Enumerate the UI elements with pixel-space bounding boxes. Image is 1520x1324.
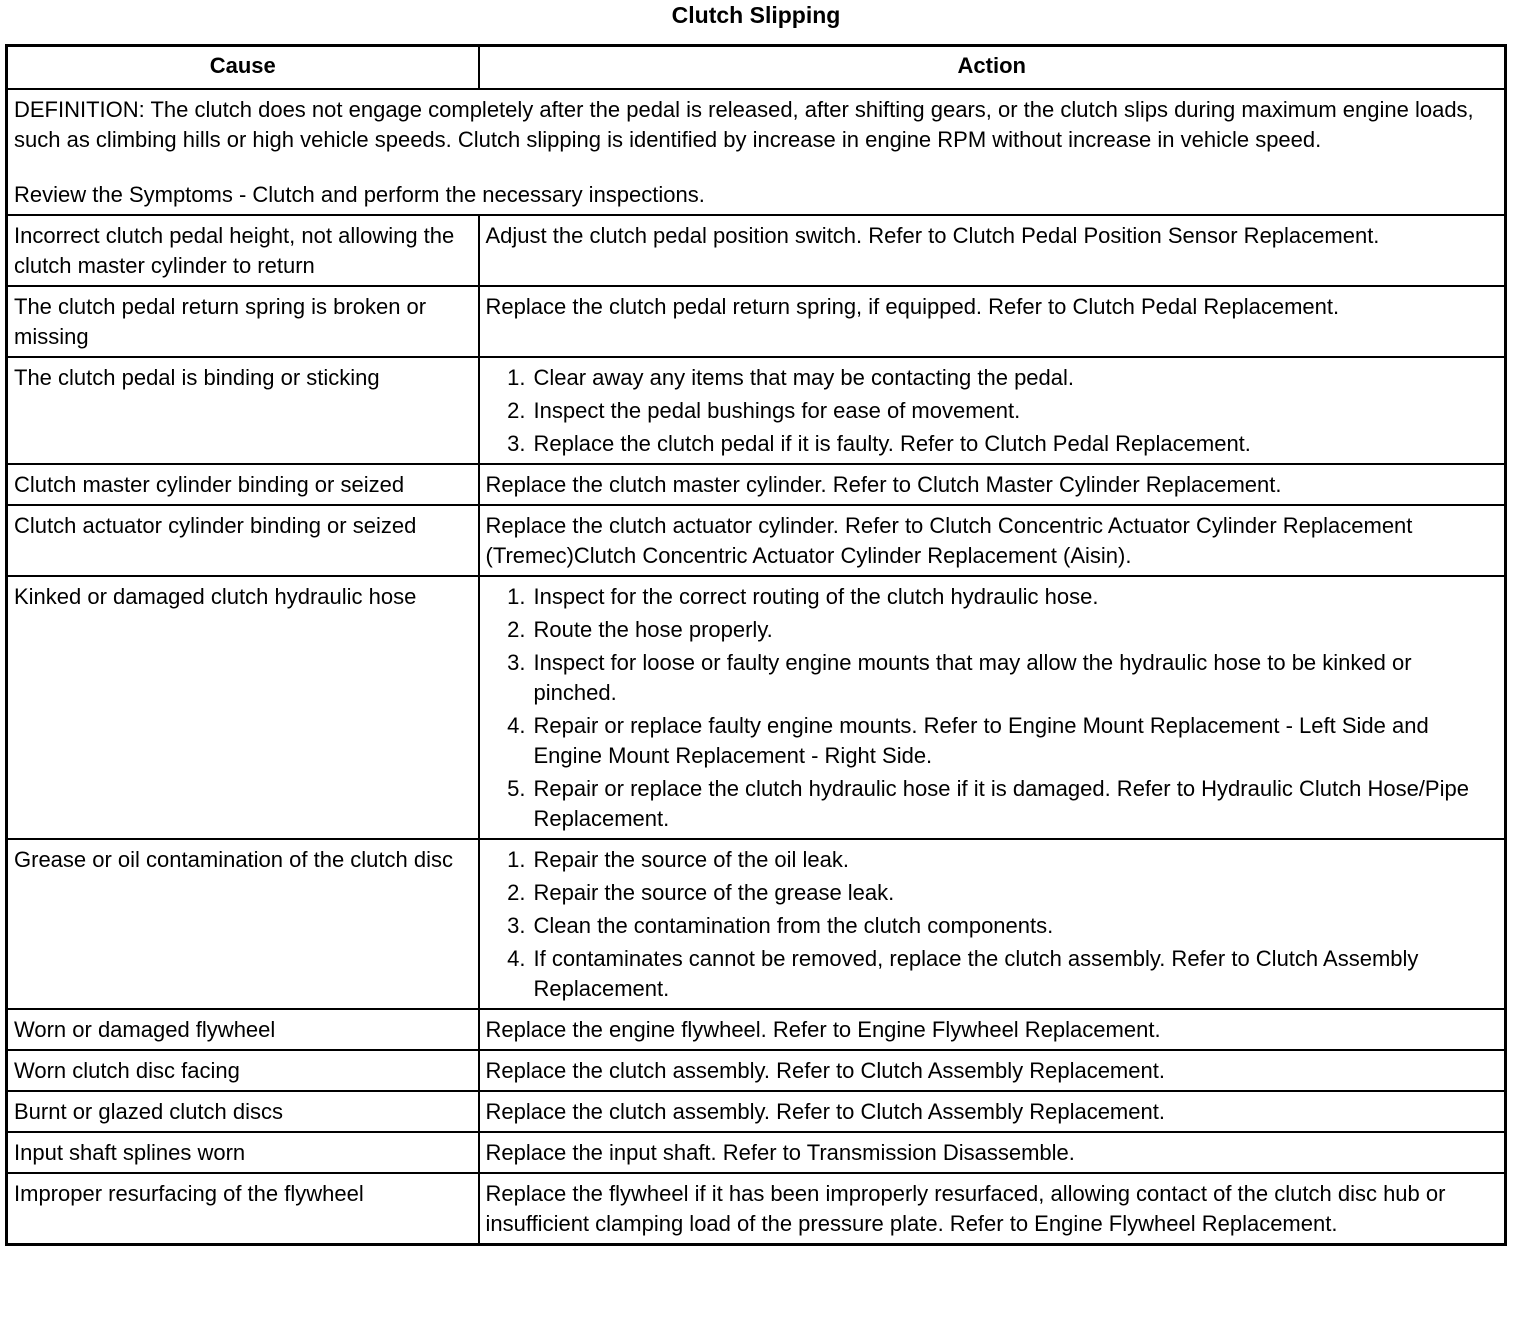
action-step	[486, 396, 1499, 426]
definition-cell	[7, 89, 1506, 215]
cause-cell: Grease or oil contamination of the clutch disc	[7, 839, 479, 1009]
header-action: Action	[479, 46, 1506, 90]
cause-cell: The clutch pedal is binding or sticking	[7, 357, 479, 464]
cause-cell: Improper resurfacing of the flywheel	[7, 1173, 479, 1245]
action-cell: Replace the flywheel if it has been improperly resurfaced, allowing contact of the clutch disc hub or insufficient clamping load of the pressure plate. Refer to Engine Flywheel Replacement.	[479, 1173, 1506, 1245]
header-cause: Cause	[7, 46, 479, 90]
definition-text: DEFINITION: The clutch does not engage completely after the pedal is released, after shifting gears, or the clutch slips during maximum engine loads, such as climbing hills or high vehicle speeds. Clutch slipping is identified by increase in engine RPM without increase in vehicle speed.	[14, 97, 1474, 152]
step-number: 2.	[507, 880, 526, 905]
step-text: Inspect for the correct routing of the clutch hydraulic hose.	[533, 584, 1099, 609]
table-row	[7, 1050, 1506, 1091]
cause-cell: Input shaft splines worn	[7, 1132, 479, 1173]
cause-cell: Clutch actuator cylinder binding or seized	[7, 505, 479, 576]
table-row	[7, 215, 1506, 286]
table-row	[7, 286, 1506, 357]
step-number: 1.	[507, 847, 526, 872]
step-text: Repair or replace the clutch hydraulic hose if it is damaged. Refer to Hydraulic Clutch Hose/Pipe Replacement.	[533, 776, 1469, 831]
step-text: If contaminates cannot be removed, replace the clutch assembly. Refer to Clutch Assembly Replacement.	[533, 946, 1419, 1001]
step-number: 2.	[507, 398, 526, 423]
action-step	[486, 648, 1499, 708]
step-number: 3.	[507, 913, 526, 938]
action-step	[486, 774, 1499, 834]
action-cell: Replace the clutch assembly. Refer to Clutch Assembly Replacement.	[479, 1050, 1506, 1091]
step-text: Repair the source of the oil leak.	[533, 847, 850, 872]
table-row	[7, 839, 1506, 1009]
action-cell	[479, 576, 1506, 839]
action-step	[486, 944, 1499, 1004]
cause-cell: Incorrect clutch pedal height, not allowing the clutch master cylinder to return	[7, 215, 479, 286]
cause-cell: Worn or damaged flywheel	[7, 1009, 479, 1050]
table-row	[7, 357, 1506, 464]
diagnostic-table	[5, 44, 1507, 1246]
definition-instruction: Review the Symptoms - Clutch and perform the necessary inspections.	[14, 182, 705, 207]
step-number: 3.	[507, 431, 526, 456]
table-row	[7, 1091, 1506, 1132]
cause-cell: The clutch pedal return spring is broken or missing	[7, 286, 479, 357]
table-title: Clutch Slipping	[671, 2, 841, 28]
cause-cell: Clutch master cylinder binding or seized	[7, 464, 479, 505]
action-step	[486, 878, 1499, 908]
action-step	[486, 911, 1499, 941]
cause-cell: Burnt or glazed clutch discs	[7, 1091, 479, 1132]
action-cell: Replace the clutch master cylinder. Refer to Clutch Master Cylinder Replacement.	[479, 464, 1506, 505]
action-step	[486, 711, 1499, 771]
step-text: Repair or replace faulty engine mounts. Refer to Engine Mount Replacement - Left Side and Engine Mount Replacement - Right Side.	[533, 713, 1429, 768]
table-row	[7, 1173, 1506, 1245]
table-row	[7, 576, 1506, 839]
cause-cell: Kinked or damaged clutch hydraulic hose	[7, 576, 479, 839]
step-text: Repair the source of the grease leak.	[533, 880, 895, 905]
action-cell	[479, 357, 1506, 464]
action-cell: Replace the clutch actuator cylinder. Refer to Clutch Concentric Actuator Cylinder Replacement (Tremec)Clutch Concentric Actuator Cylinder Replacement (Aisin).	[479, 505, 1506, 576]
action-step	[486, 582, 1499, 612]
step-text: Replace the clutch pedal if it is faulty. Refer to Clutch Pedal Replacement.	[533, 431, 1251, 456]
action-steps	[486, 363, 1499, 459]
action-step	[486, 845, 1499, 875]
step-number: 4.	[507, 713, 526, 738]
action-cell: Replace the clutch pedal return spring, if equipped. Refer to Clutch Pedal Replacement.	[479, 286, 1506, 357]
action-cell: Replace the engine flywheel. Refer to Engine Flywheel Replacement.	[479, 1009, 1506, 1050]
step-text: Inspect for loose or faulty engine mounts that may allow the hydraulic hose to be kinked or pinched.	[533, 650, 1412, 705]
action-cell	[479, 839, 1506, 1009]
step-text: Clean the contamination from the clutch components.	[533, 913, 1054, 938]
action-steps	[486, 845, 1499, 1004]
definition-row	[7, 89, 1506, 215]
action-cell: Replace the input shaft. Refer to Transmission Disassemble.	[479, 1132, 1506, 1173]
action-step	[486, 363, 1499, 393]
step-number: 1.	[507, 365, 526, 390]
action-cell: Replace the clutch assembly. Refer to Clutch Assembly Replacement.	[479, 1091, 1506, 1132]
action-step	[486, 615, 1499, 645]
action-step	[486, 429, 1499, 459]
step-number: 2.	[507, 617, 526, 642]
step-text: Clear away any items that may be contacting the pedal.	[533, 365, 1075, 390]
step-number: 3.	[507, 650, 526, 675]
step-number: 5.	[507, 776, 526, 801]
step-text: Route the hose properly.	[533, 617, 773, 642]
cause-cell: Worn clutch disc facing	[7, 1050, 479, 1091]
table-row	[7, 505, 1506, 576]
header-row	[7, 46, 1506, 90]
step-number: 1.	[507, 584, 526, 609]
table-row	[7, 1009, 1506, 1050]
action-steps	[486, 582, 1499, 834]
table-row	[7, 1132, 1506, 1173]
step-number: 4.	[507, 946, 526, 971]
action-cell: Adjust the clutch pedal position switch. Refer to Clutch Pedal Position Sensor Replacement.	[479, 215, 1506, 286]
step-text: Inspect the pedal bushings for ease of movement.	[533, 398, 1021, 423]
table-row	[7, 464, 1506, 505]
